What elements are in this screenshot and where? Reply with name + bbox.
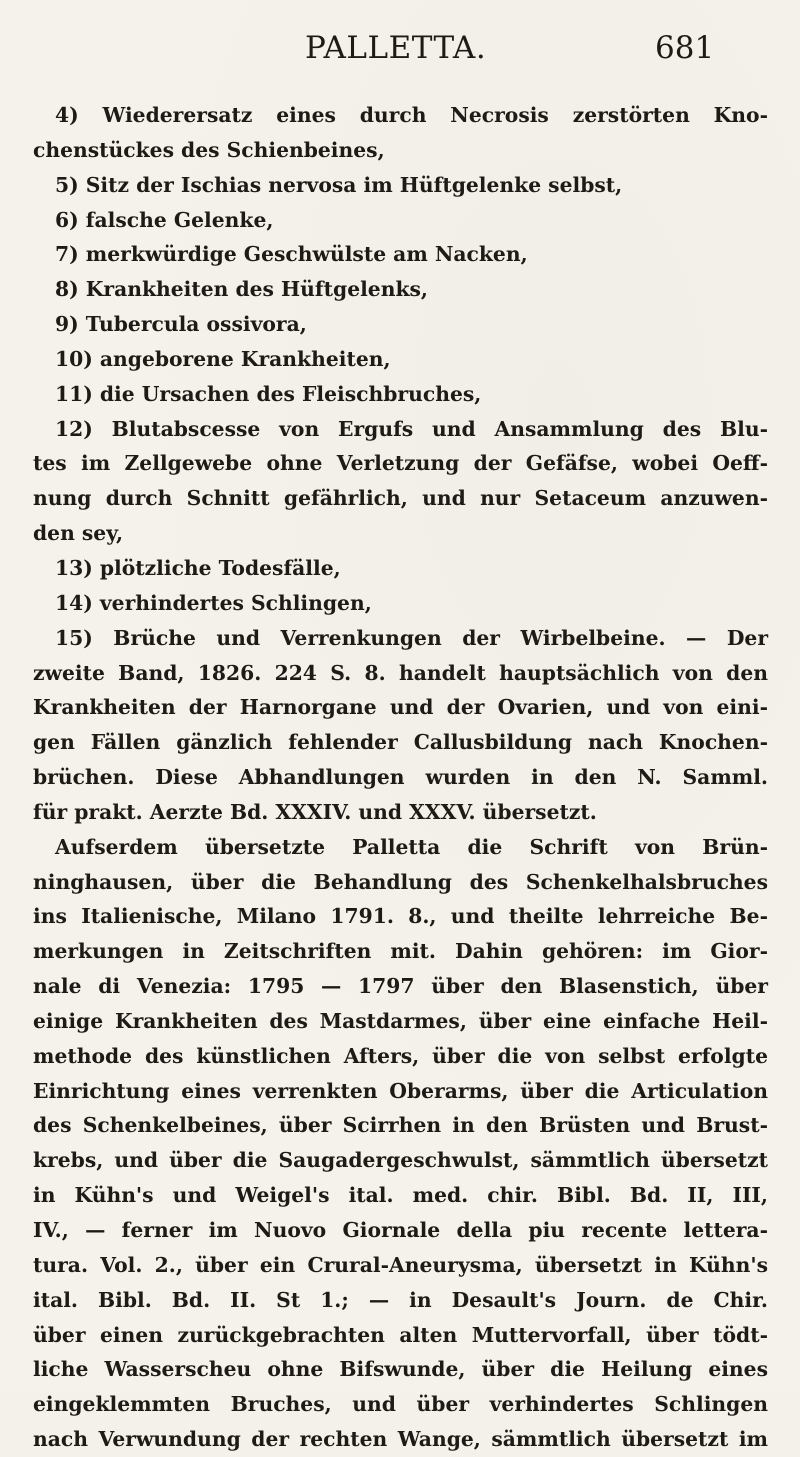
- text-line: nung durch Schnitt gefährlich, und nur Setaceum anzuwen-: [33, 486, 768, 511]
- text-line: krebs, und über die Saugadergeschwulst, sämmtlich übersetzt: [33, 1148, 768, 1173]
- text-line: chenstückes des Schienbeines,: [33, 137, 385, 162]
- text-line: 11) die Ursachen des Fleischbruches,: [55, 381, 482, 406]
- text-line: ital. Bibl. Bd. II. St 1.; — in Desault's Journ. de Chir.: [33, 1287, 768, 1312]
- text-line: 14) verhindertes Schlingen,: [55, 590, 372, 615]
- text-line: Krankheiten der Harnorgane und der Ovarien, und von eini-: [33, 695, 768, 720]
- page-number: 681: [655, 30, 715, 66]
- text-line: den sey,: [33, 521, 124, 546]
- text-line: gen Fällen gänzlich fehlender Callusbildung nach Knochen-: [33, 730, 768, 755]
- text-line: methode des künstlichen Afters, über die von selbst erfolgte: [33, 1043, 768, 1068]
- text-line: Einrichtung eines verrenkten Oberarms, über die Articulation: [33, 1078, 768, 1103]
- body-text: [33, 98, 768, 1457]
- text-line: 12) Blutabscesse von Ergufs und Ansammlung des Blu-: [55, 416, 768, 441]
- text-line: tes im Zellgewebe ohne Verletzung der Gefäfse, wobei Oeff-: [33, 451, 768, 476]
- text-line: 4) Wiederersatz eines durch Necrosis zerstörten Kno-: [55, 103, 768, 127]
- text-line: über einen zurückgebrachten alten Muttervorfall, über tödt-: [33, 1322, 768, 1347]
- page-header: [0, 30, 800, 80]
- text-line: 13) plötzliche Todesfälle,: [55, 555, 341, 580]
- text-line: des Schenkelbeines, über Scirrhen in den Brüsten und Brust-: [33, 1113, 768, 1138]
- text-line: zweite Band, 1826. 224 S. 8. handelt hauptsächlich von den: [33, 660, 768, 685]
- text-line: tura. Vol. 2., über ein Crural-Aneurysma, übersetzt in Kühn's: [33, 1252, 768, 1277]
- text-line: für prakt. Aerzte Bd. XXXIV. und XXXV. übersetzt.: [33, 799, 597, 824]
- text-line: in Kühn's und Weigel's ital. med. chir. Bibl. Bd. II, III,: [33, 1183, 768, 1208]
- text-line: ins Italienische, Milano 1791. 8., und theilte lehrreiche Be-: [33, 904, 768, 929]
- text-line: einige Krankheiten des Mastdarmes, über eine einfache Heil-: [33, 1008, 768, 1033]
- text-line: eingeklemmten Bruches, und über verhindertes Schlingen: [33, 1392, 768, 1417]
- text-line: IV., — ferner im Nuovo Giornale della piu recente lettera-: [33, 1218, 768, 1242]
- text-line: Aufserdem übersetzte Palletta die Schrift von Brün-: [55, 834, 768, 859]
- text-line: liche Wasserscheu ohne Bifswunde, über die Heilung eines: [33, 1357, 768, 1382]
- text-line: 10) angeborene Krankheiten,: [55, 346, 391, 371]
- text-line: 8) Krankheiten des Hüftgelenks,: [55, 277, 428, 302]
- text-line: brüchen. Diese Abhandlungen wurden in den N. Samml.: [33, 765, 768, 790]
- text-line: 5) Sitz der Ischias nervosa im Hüftgelenke selbst,: [55, 172, 623, 197]
- text-line: 9) Tubercula ossivora,: [55, 312, 307, 337]
- text-line: 15) Brüche und Verrenkungen der Wirbelbeine. — Der: [55, 625, 768, 650]
- text-line: nale di Venezia: 1795 — 1797 über den Blasenstich, über: [33, 974, 768, 999]
- text-line: merkungen in Zeitschriften mit. Dahin gehören: im Gior-: [33, 939, 768, 964]
- text-line: nach Verwundung der rechten Wange, sämmtlich übersetzt im: [33, 1427, 768, 1452]
- text-line: 7) merkwürdige Geschwülste am Nacken,: [55, 242, 528, 267]
- running-title: PALLETTA.: [305, 30, 487, 66]
- text-line: ninghausen, über die Behandlung des Schenkelhalsbruches: [33, 869, 768, 894]
- text-line: 6) falsche Gelenke,: [55, 207, 274, 232]
